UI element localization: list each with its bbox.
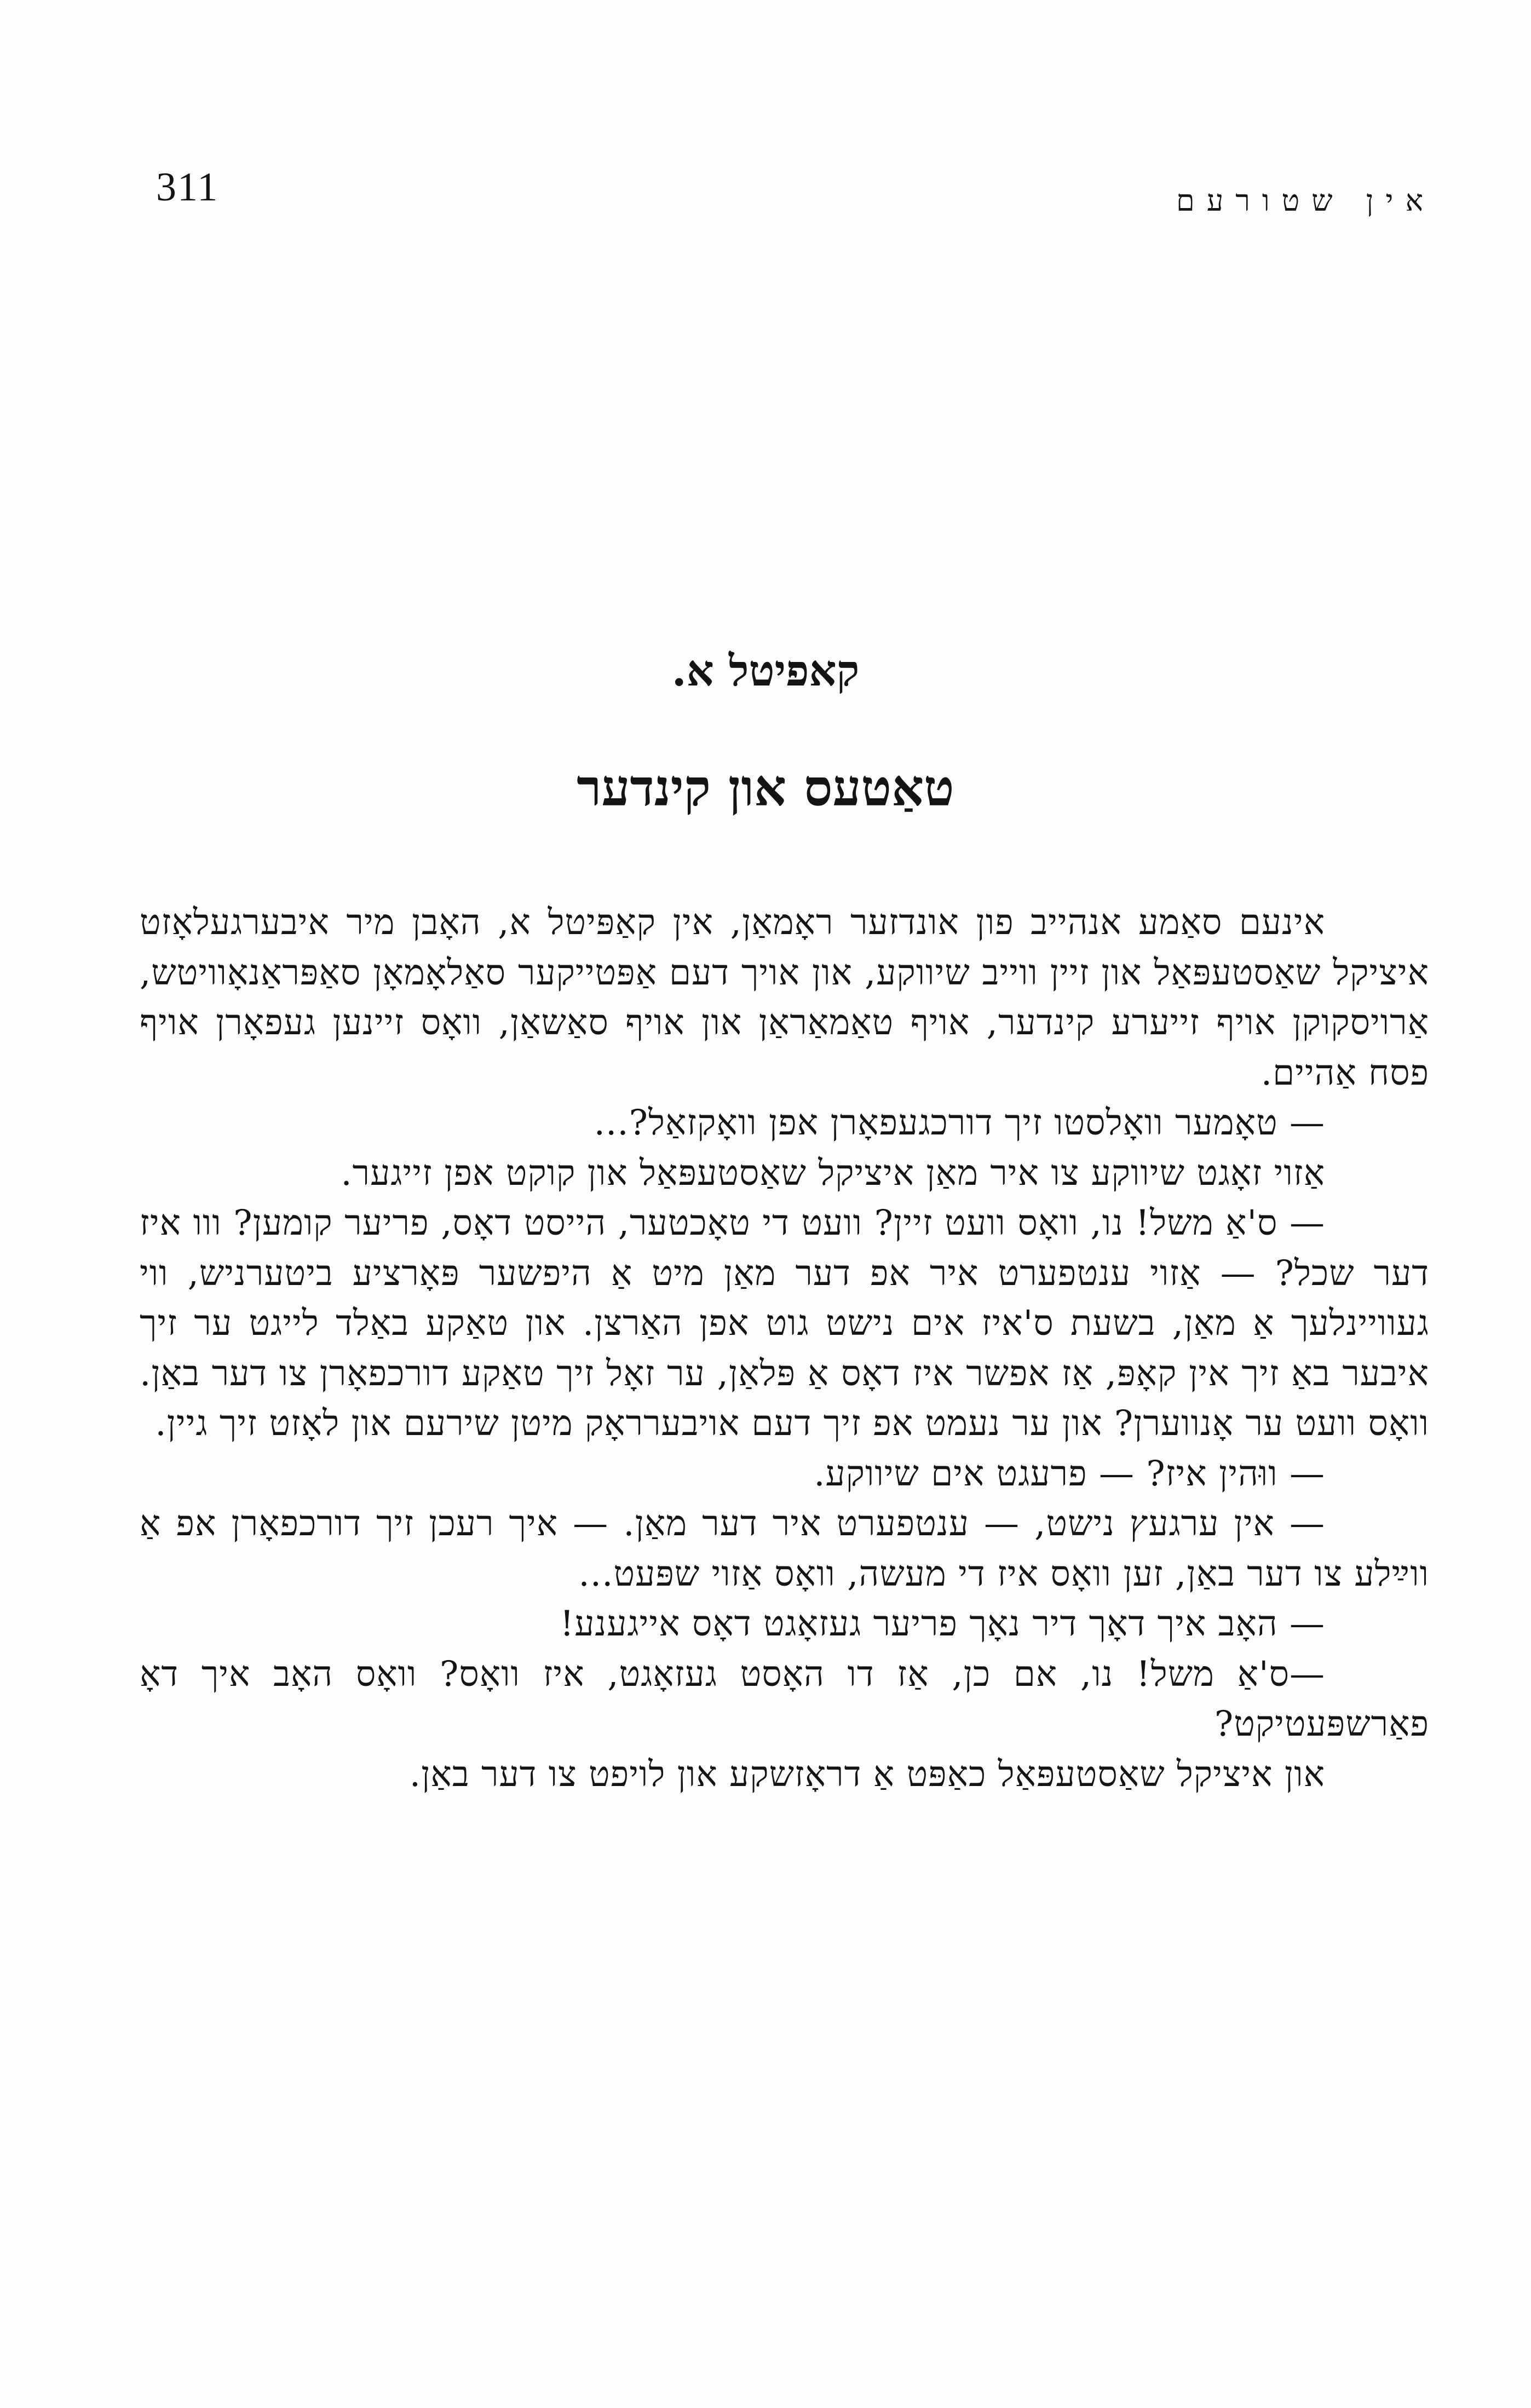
paragraph: אינעם סאַמע אנהייב פון אונדזער ראָמאַן, אין קאַפּיטל א, האָבן מיר איבערגעלאָזט איציקל שאַסטעפּאַל און זיין ווייב שיווקע, און אויך דעם אַפּטייקער סאַלאָמאָן סאַפּראַנאָוויטש, אַרויסקוקן אויף זייערע קינדער, אויף טאַמאַראַן און אויף סאַשאַן, וואָס זיינען געפאָרן אויף פסח אַהיים. xyxy=(140,902,1429,1093)
page-number: 311 xyxy=(156,165,219,210)
paragraph: — ווּהין איז? — פרעגט אים שיווקע. xyxy=(814,1453,1325,1494)
running-head: אין שטורעם xyxy=(1176,183,1435,218)
chapter-label: קאפיטל א. xyxy=(671,646,860,696)
paragraph: אַזוי זאָגט שיווקע צו איר מאַן איציקל שאַסטעפּאַל און קוקט אפן זייגער. xyxy=(341,1153,1325,1194)
chapter-title: טאַטעס און קינדער xyxy=(577,758,954,817)
paragraph: — אין ערגעץ נישט, — ענטפערט איר דער מאַן. — איך רעכן זיך דורכפאָרן אפ אַ ווײַלע צו דער באַן, זען וואָס איז די מעשה, וואָס אַזוי שפּעט... xyxy=(140,1503,1429,1594)
paragraph: און איציקל שאַסטעפּאַל כאַפּט אַ דראָזשקע און לויפט צו דער באַן. xyxy=(409,1754,1325,1795)
body-text xyxy=(140,898,1429,1800)
paragraph: — טאָמער וואָלסטו זיך דורכגעפאָרן אפן וואָקזאַל?... xyxy=(594,1103,1325,1143)
paragraph: — האָב איך דאָך דיר נאָך פריער געזאָגט דאָס אייגענע! xyxy=(560,1604,1325,1644)
paragraph: —ס'אַ משל! נו, אם כן, אַז דו האָסט געזאָגט, איז וואָס? וואָס האָב איך דאָ פאַרשפּעטיקט? xyxy=(140,1654,1429,1744)
paragraph: — ס'אַ משל! נו, וואָס וועט זיין? וועט די טאָכטער, הייסט דאָס, פריער קומען? ווו איז דער שכל? — אַזוי ענטפערט איר אפ דער מאַן מיט אַ היפשער פּאָרציע ביטערניש, ווי געוויינלעך אַ מאַן, בשעת ס'איז אים נישט גוט אפן האַרצן. און טאַקע באַלד לייגט ער זיך איבער באַ זיך אין קאָפּ, אַז אפשר איז דאָס אַ פּלאַן, ער זאָל זיך טאַקע דורכפאָרן צו דער באַן. וואָס וועט ער אָנווערן? און ער נעמט אפ זיך דעם אויבערראָק מיטן שירעם און לאָזט זיך גיין. xyxy=(140,1203,1430,1444)
